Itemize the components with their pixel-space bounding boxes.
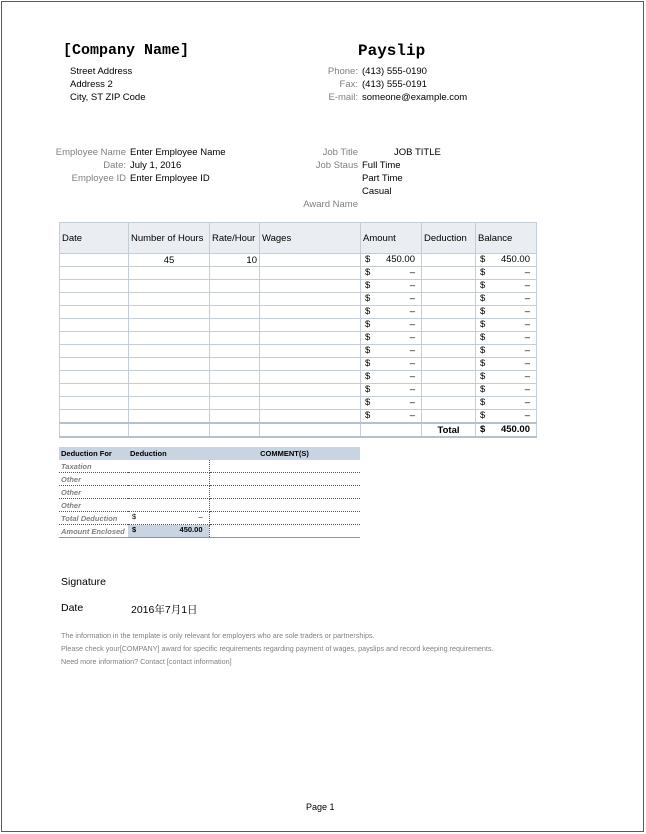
- cell-amount[interactable]: [361, 384, 422, 397]
- table-row: [60, 345, 537, 358]
- cell-deduction[interactable]: [422, 397, 476, 410]
- cell-deduction[interactable]: [422, 306, 476, 319]
- cell-wages[interactable]: [260, 254, 361, 267]
- cell-date[interactable]: [60, 306, 129, 319]
- cell-deduction[interactable]: [422, 319, 476, 332]
- total-deduction-label: Total Deduction: [59, 512, 128, 525]
- cell-amount[interactable]: [361, 358, 422, 371]
- deduction-type: Other: [59, 499, 128, 512]
- cell-date[interactable]: [60, 267, 129, 280]
- employee-name-value[interactable]: Enter Employee Name: [130, 147, 226, 158]
- job-status-part-time[interactable]: Part Time: [362, 173, 403, 184]
- currency-sign: $: [480, 410, 486, 421]
- table-row: [60, 410, 537, 424]
- deduction-row: [59, 473, 360, 486]
- amount-value: –: [409, 410, 415, 421]
- cell-wages[interactable]: [260, 358, 361, 371]
- total-balance: [476, 423, 537, 437]
- cell-amount[interactable]: [361, 254, 422, 267]
- cell-balance[interactable]: [476, 267, 537, 280]
- cell-hours[interactable]: [129, 319, 210, 332]
- cell-wages[interactable]: [260, 410, 361, 424]
- currency-sign: $: [365, 280, 371, 291]
- cell-rate[interactable]: [210, 358, 260, 371]
- currency-sign: $: [365, 410, 371, 421]
- amount-value: –: [409, 345, 415, 356]
- cell-date[interactable]: [60, 397, 129, 410]
- cell-date[interactable]: [60, 280, 129, 293]
- balance-value: –: [524, 293, 530, 304]
- cell-deduction[interactable]: [422, 254, 476, 267]
- job-title-label: Job Title: [322, 147, 358, 158]
- deduction-comment[interactable]: [209, 486, 360, 499]
- ded-header-for: Deduction For: [59, 447, 128, 460]
- balance-value: –: [524, 319, 530, 330]
- cell-rate[interactable]: [210, 332, 260, 345]
- cell-hours[interactable]: [129, 267, 210, 280]
- phone-value: (413) 555-0190: [362, 66, 427, 77]
- cell-deduction[interactable]: [422, 267, 476, 280]
- total-spacer: [129, 423, 210, 437]
- total-spacer: [60, 423, 129, 437]
- currency-sign: $: [365, 254, 371, 265]
- cell-balance[interactable]: [476, 280, 537, 293]
- deduction-amount[interactable]: [128, 499, 209, 512]
- cell-wages[interactable]: [260, 293, 361, 306]
- amount-value: –: [409, 293, 415, 304]
- currency-sign: $: [480, 293, 486, 304]
- total-deduction-value: –: [198, 512, 203, 521]
- job-title-value[interactable]: JOB TITLE: [394, 147, 441, 158]
- cell-wages[interactable]: [260, 371, 361, 384]
- date-value[interactable]: July 1, 2016: [130, 160, 182, 171]
- col-header-wages: Wages: [260, 223, 361, 254]
- cell-hours[interactable]: [129, 293, 210, 306]
- amount-enclosed-row: [59, 525, 360, 538]
- total-spacer: [260, 423, 361, 437]
- cell-amount[interactable]: [361, 371, 422, 384]
- footnote-1: The information in the template is only relevant for employers who are sole traders or partnerships.: [61, 631, 375, 640]
- table-row: [60, 267, 537, 280]
- amount-enclosed-comment[interactable]: [209, 525, 360, 538]
- cell-balance[interactable]: [476, 410, 537, 424]
- cell-balance[interactable]: [476, 371, 537, 384]
- cell-deduction[interactable]: [422, 345, 476, 358]
- amount-value: –: [409, 280, 415, 291]
- cell-rate[interactable]: [210, 345, 260, 358]
- currency-sign: $: [365, 371, 371, 382]
- currency-sign: $: [365, 358, 371, 369]
- cell-amount[interactable]: [361, 267, 422, 280]
- employee-id-label: Employee ID: [71, 173, 126, 184]
- email-label: E-mail:: [328, 92, 358, 103]
- table-row: [60, 397, 537, 410]
- table-row: [60, 319, 537, 332]
- deduction-type: Other: [59, 473, 128, 486]
- cell-balance[interactable]: [476, 254, 537, 267]
- currency-sign: $: [480, 306, 486, 317]
- job-status-casual[interactable]: Casual: [362, 186, 392, 197]
- deduction-row: [59, 460, 360, 473]
- deduction-amount[interactable]: [128, 486, 209, 499]
- amount-value: –: [409, 306, 415, 317]
- cell-balance[interactable]: [476, 332, 537, 345]
- currency-sign: $: [480, 424, 486, 435]
- job-status-full-time[interactable]: Full Time: [362, 160, 401, 171]
- amount-enclosed-label: Amount Enclosed: [59, 525, 128, 538]
- total-spacer: [361, 423, 422, 437]
- signature-label: Signature: [61, 576, 106, 588]
- cell-date[interactable]: [60, 254, 129, 267]
- cell-deduction[interactable]: [422, 293, 476, 306]
- table-row: [60, 293, 537, 306]
- cell-hours[interactable]: [129, 371, 210, 384]
- currency-sign: $: [365, 267, 371, 278]
- table-row: [60, 384, 537, 397]
- cell-deduction[interactable]: [422, 358, 476, 371]
- currency-sign: $: [480, 332, 486, 343]
- amount-value: –: [409, 358, 415, 369]
- cell-date[interactable]: [60, 293, 129, 306]
- currency-sign: $: [365, 397, 371, 408]
- cell-wages[interactable]: [260, 319, 361, 332]
- ded-header-deduction: Deduction: [128, 447, 209, 460]
- email-value: someone@example.com: [362, 92, 468, 103]
- cell-rate[interactable]: [210, 384, 260, 397]
- cell-rate[interactable]: [210, 319, 260, 332]
- balance-value: –: [524, 345, 530, 356]
- currency-sign: $: [480, 345, 486, 356]
- currency-sign: $: [480, 319, 486, 330]
- cell-amount[interactable]: [361, 332, 422, 345]
- cell-deduction[interactable]: [422, 410, 476, 424]
- cell-balance[interactable]: [476, 319, 537, 332]
- cell-rate[interactable]: [210, 397, 260, 410]
- cell-rate[interactable]: [210, 280, 260, 293]
- currency-sign: $: [365, 319, 371, 330]
- currency-sign: $: [480, 280, 486, 291]
- cell-amount[interactable]: [361, 345, 422, 358]
- currency-sign: $: [365, 306, 371, 317]
- cell-balance[interactable]: [476, 293, 537, 306]
- deduction-type: Taxation: [59, 460, 128, 473]
- currency-sign: $: [480, 254, 486, 265]
- deduction-comment[interactable]: [209, 460, 360, 473]
- currency-sign: $: [132, 512, 137, 521]
- total-deduction-cell: [128, 512, 209, 525]
- deduction-row: [59, 486, 360, 499]
- doc-title: Payslip: [358, 42, 426, 60]
- total-deduction-comment[interactable]: [209, 512, 360, 525]
- cell-balance[interactable]: [476, 345, 537, 358]
- bottom-date-label: Date: [61, 602, 84, 614]
- col-header-date: Date: [60, 223, 129, 254]
- cell-hours[interactable]: [129, 332, 210, 345]
- cell-wages[interactable]: [260, 280, 361, 293]
- cell-amount[interactable]: [361, 410, 422, 424]
- amount-value: –: [409, 384, 415, 395]
- balance-value: –: [524, 397, 530, 408]
- deduction-header-row: [59, 447, 360, 460]
- cell-date[interactable]: [60, 319, 129, 332]
- cell-hours[interactable]: [129, 384, 210, 397]
- total-spacer: [210, 423, 260, 437]
- employee-id-value[interactable]: Enter Employee ID: [130, 173, 210, 184]
- phone-label: Phone:: [327, 66, 358, 77]
- deduction-comment[interactable]: [209, 473, 360, 486]
- currency-sign: $: [480, 267, 486, 278]
- table-row: [60, 358, 537, 371]
- amount-value: –: [409, 397, 415, 408]
- address-2: Address 2: [70, 79, 113, 90]
- cell-hours[interactable]: [129, 306, 210, 319]
- cell-wages[interactable]: [260, 384, 361, 397]
- cell-amount[interactable]: [361, 397, 422, 410]
- page-number: Page 1: [306, 802, 335, 812]
- amount-value: –: [409, 267, 415, 278]
- balance-value: 450.00: [500, 254, 530, 265]
- deduction-comment[interactable]: [209, 499, 360, 512]
- currency-sign: $: [365, 293, 371, 304]
- city-state-zip: City, ST ZIP Code: [70, 92, 146, 103]
- cell-date[interactable]: [60, 371, 129, 384]
- amount-value: –: [409, 332, 415, 343]
- cell-hours[interactable]: [129, 410, 210, 424]
- amount-value: 450.00: [385, 254, 415, 265]
- cell-balance[interactable]: [476, 358, 537, 371]
- fax-value: (413) 555-0191: [362, 79, 427, 90]
- currency-sign: $: [365, 345, 371, 356]
- cell-date[interactable]: [60, 410, 129, 424]
- deduction-row: [59, 499, 360, 512]
- wages-table: [59, 222, 537, 438]
- footnote-3: Need more information? Contact [contact information]: [61, 657, 232, 666]
- cell-rate[interactable]: [210, 410, 260, 424]
- cell-wages[interactable]: [260, 397, 361, 410]
- deduction-type: Other: [59, 486, 128, 499]
- balance-value: –: [524, 267, 530, 278]
- currency-sign: $: [480, 371, 486, 382]
- currency-sign: $: [480, 397, 486, 408]
- cell-rate[interactable]: [210, 293, 260, 306]
- cell-deduction[interactable]: [422, 332, 476, 345]
- balance-value: –: [524, 332, 530, 343]
- cell-wages[interactable]: [260, 345, 361, 358]
- cell-date[interactable]: [60, 332, 129, 345]
- cell-amount[interactable]: [361, 319, 422, 332]
- footnote-2: Please check your[COMPANY] award for specific requirements regarding payment of wages, payslips and record keeping requirements.: [61, 644, 494, 653]
- col-header-amount: Amount: [361, 223, 422, 254]
- deduction-amount[interactable]: [128, 473, 209, 486]
- col-header-deduction: Deduction: [422, 223, 476, 254]
- cell-amount[interactable]: [361, 306, 422, 319]
- col-header-balance: Balance: [476, 223, 537, 254]
- cell-wages[interactable]: [260, 306, 361, 319]
- cell-hours[interactable]: 45: [129, 254, 210, 267]
- cell-rate[interactable]: [210, 371, 260, 384]
- date-label: Date:: [103, 160, 126, 171]
- table-row: [60, 280, 537, 293]
- cell-balance[interactable]: [476, 384, 537, 397]
- balance-value: –: [524, 280, 530, 291]
- fax-label: Fax:: [339, 79, 358, 90]
- currency-sign: $: [365, 332, 371, 343]
- table-row: [60, 306, 537, 319]
- cell-wages[interactable]: [260, 267, 361, 280]
- amount-enclosed-cell: [128, 525, 209, 538]
- balance-value: –: [524, 306, 530, 317]
- total-label: Total: [422, 423, 476, 437]
- total-value: 450.00: [500, 424, 530, 435]
- job-status-label: Job Staus: [315, 160, 358, 171]
- currency-sign: $: [132, 525, 137, 534]
- cell-deduction[interactable]: [422, 384, 476, 397]
- col-header-rate: Rate/Hour: [210, 223, 260, 254]
- cell-date[interactable]: [60, 345, 129, 358]
- balance-value: –: [524, 410, 530, 421]
- cell-deduction[interactable]: [422, 280, 476, 293]
- award-name-label: Award Name: [303, 199, 358, 210]
- total-deduction-row: [59, 512, 360, 525]
- cell-hours[interactable]: [129, 345, 210, 358]
- ded-header-comments: COMMENT(S): [209, 447, 360, 460]
- cell-balance[interactable]: [476, 397, 537, 410]
- cell-hours[interactable]: [129, 280, 210, 293]
- wages-header-row: [60, 223, 537, 254]
- cell-wages[interactable]: [260, 332, 361, 345]
- amount-value: –: [409, 371, 415, 382]
- cell-amount[interactable]: [361, 293, 422, 306]
- cell-date[interactable]: [60, 384, 129, 397]
- table-row: [60, 332, 537, 345]
- cell-date[interactable]: [60, 358, 129, 371]
- street-address: Street Address: [70, 66, 133, 77]
- currency-sign: $: [480, 384, 486, 395]
- cell-deduction[interactable]: [422, 371, 476, 384]
- table-row: [60, 254, 537, 267]
- cell-rate[interactable]: 10: [210, 254, 260, 267]
- cell-rate[interactable]: [210, 267, 260, 280]
- employee-name-label: Employee Name: [55, 147, 126, 158]
- cell-rate[interactable]: [210, 306, 260, 319]
- currency-sign: $: [365, 384, 371, 395]
- balance-value: –: [524, 371, 530, 382]
- col-header-hours: Number of Hours: [129, 223, 210, 254]
- amount-value: –: [409, 319, 415, 330]
- cell-hours[interactable]: [129, 397, 210, 410]
- cell-hours[interactable]: [129, 358, 210, 371]
- amount-enclosed-value: 450.00: [179, 525, 203, 534]
- cell-balance[interactable]: [476, 306, 537, 319]
- currency-sign: $: [480, 358, 486, 369]
- balance-value: –: [524, 384, 530, 395]
- total-row: [60, 423, 537, 437]
- table-row: [60, 371, 537, 384]
- balance-value: –: [524, 358, 530, 369]
- company-name: [Company Name]: [63, 42, 190, 59]
- bottom-date-value[interactable]: 2016年7月1日: [131, 604, 198, 616]
- deduction-table: [59, 447, 360, 538]
- deduction-amount[interactable]: [128, 460, 209, 473]
- cell-amount[interactable]: [361, 280, 422, 293]
